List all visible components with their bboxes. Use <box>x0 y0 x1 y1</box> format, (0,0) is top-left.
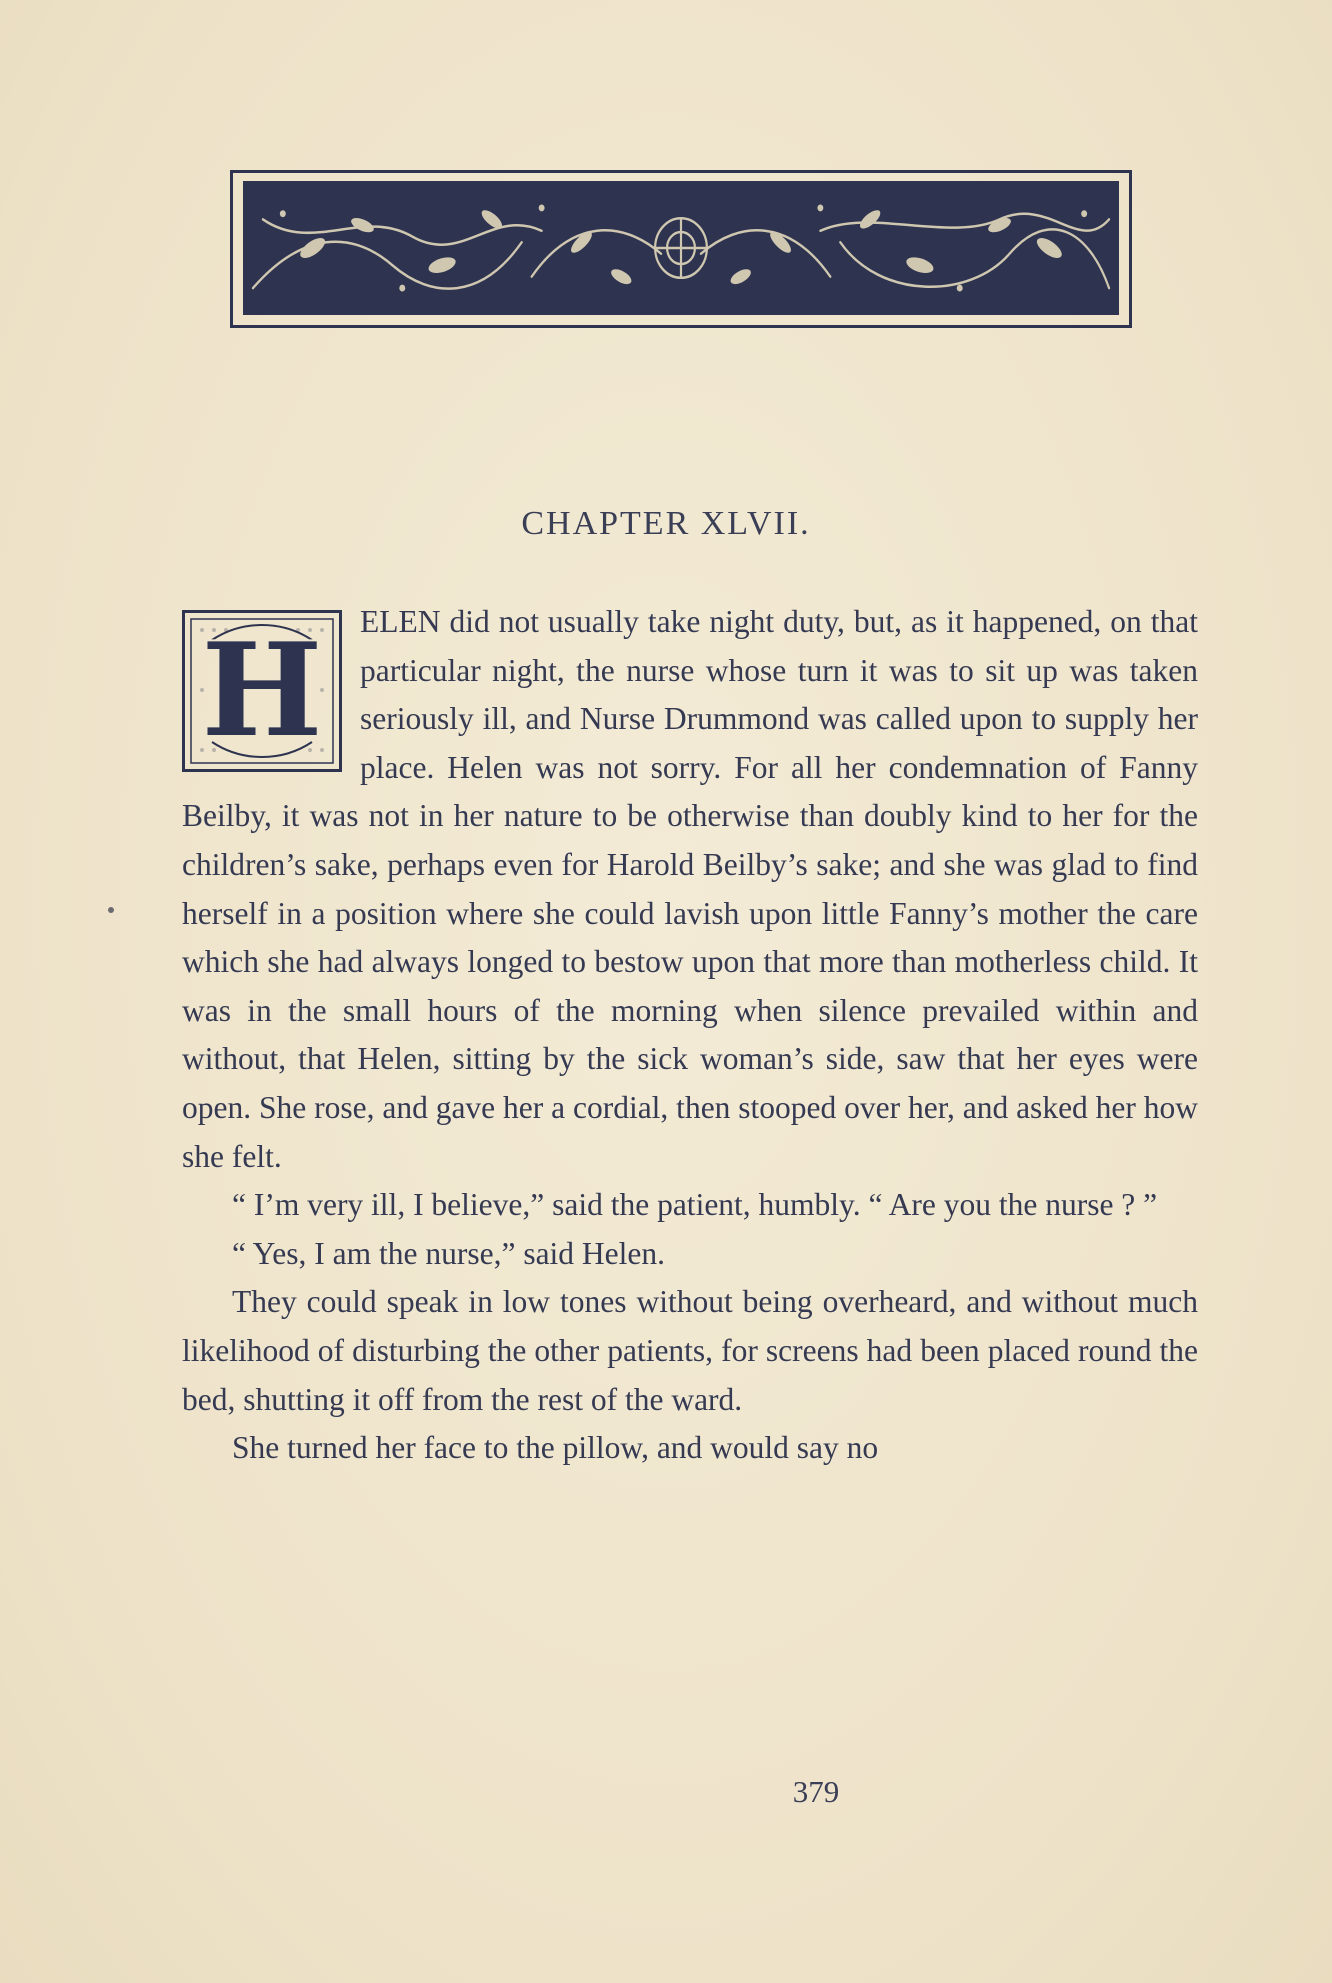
paragraph-1-text: did not usually take night duty, but, as it happened, on that particular night, the nurse whose turn it was to sit up was taken seriously ill, and Nurse Drummond was called upon to supply her place. Helen was not sorry. For all her condemnation of Fanny Beilby, it was not in her nature to be otherwise than doubly kind to her for the children’s sake, perhaps even for Harold Beilby’s sake; and she was glad to find herself in a position where she could lavish upon little Fanny’s mother the care which she had always longed to bestow upon that more than motherless child. It was in the small hours of the morning when silence prevailed within and without, that Helen, sitting by the sick woman’s side, saw that her eyes were open. She rose, and gave her a cordial, then stooped over her, and asked her how she felt. <box>182 604 1199 1174</box>
chapter-headpiece <box>230 170 1132 328</box>
margin-mark <box>108 907 114 913</box>
paragraph-1 <box>182 598 1198 1181</box>
paragraph-1-lead: ELEN <box>360 604 441 639</box>
paragraph-5: She turned her face to the pillow, and would say no <box>232 1430 879 1466</box>
chapter-body <box>182 598 1198 1473</box>
page-number: 379 <box>792 1774 840 1809</box>
paragraph-4: They could speak in low tones without being overheard, and without much likelihood of disturbing the other patients, for screens had been placed round the bed, shutting it off from the rest of the ward. <box>182 1284 1198 1417</box>
drop-cap-letter: H <box>201 616 323 766</box>
paragraph-3: “ Yes, I am the nurse,” said Helen. <box>232 1235 666 1271</box>
floral-headpiece-ornament <box>243 185 1119 311</box>
drop-cap <box>182 610 342 772</box>
paragraph-2: “ I’m very ill, I believe,” said the patient, humbly. “ Are you the nurse ? ” <box>232 1187 1158 1223</box>
chapter-title: CHAPTER XLVII. <box>521 505 811 542</box>
